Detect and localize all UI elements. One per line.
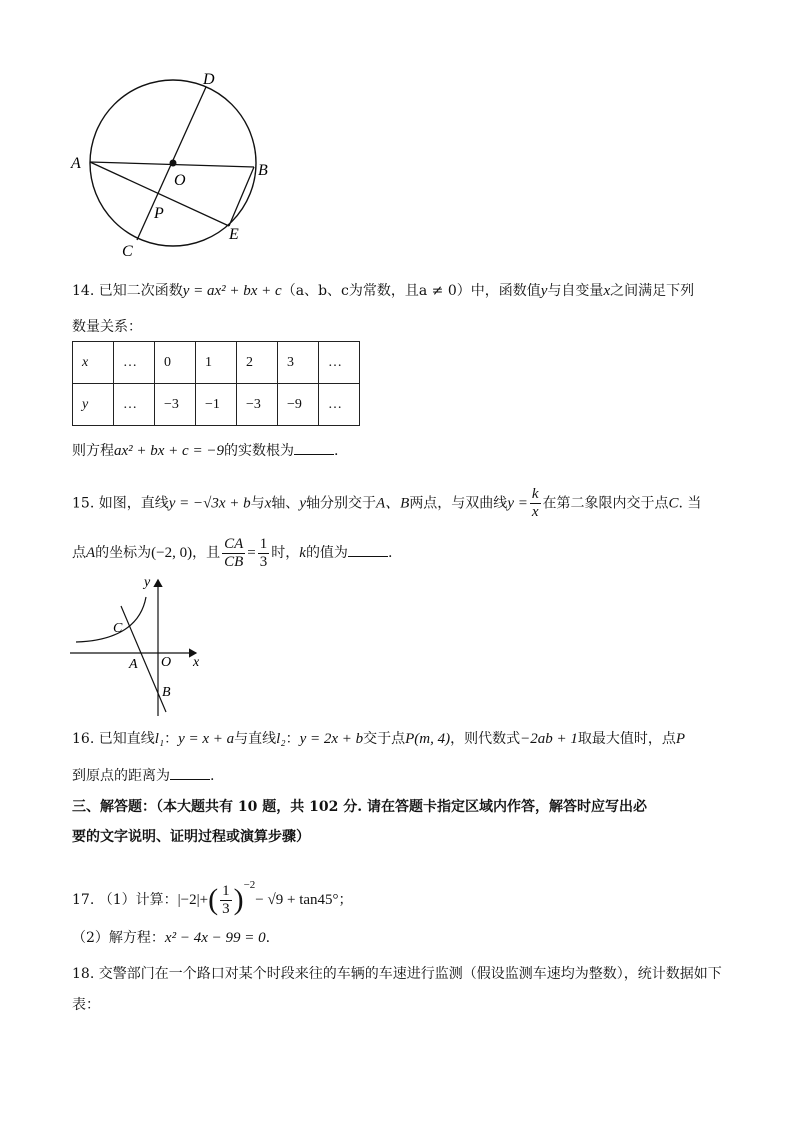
q15-c: C <box>668 495 679 512</box>
label-o: O <box>161 655 172 670</box>
q15-text: 的坐标为 <box>95 545 152 561</box>
q14-after-eq: ax² + bx + c = −9 <box>114 443 224 459</box>
q15-y-eq: y = <box>507 495 528 512</box>
label-a: A <box>71 155 81 172</box>
table-cell: … <box>114 384 155 426</box>
paren-close: ) <box>233 883 244 916</box>
q15-text: 两点，与双曲线 <box>409 495 508 512</box>
q16-text: 交于点 <box>363 731 406 747</box>
table-row-x <box>73 342 360 384</box>
paren-open: ( <box>208 883 219 916</box>
q16-text: 取最大值时，点 <box>577 731 676 747</box>
answer-blank <box>348 542 388 557</box>
center-point <box>170 160 177 167</box>
q14-after-2: 的实数根为 <box>223 443 294 459</box>
q14-value-table <box>72 341 360 426</box>
frac-num: k <box>531 486 539 502</box>
label-b: B <box>162 685 171 700</box>
q14-intro: 已知二次函数 <box>98 283 183 299</box>
q15-k: k <box>299 545 306 561</box>
q16-text: 到原点的距离为 <box>72 768 170 784</box>
label-y: y <box>144 575 151 590</box>
q15-text: 如图，直线 <box>98 495 169 512</box>
table-cell: −3 <box>237 384 278 426</box>
answer-blank <box>170 765 210 780</box>
q16-text: . <box>210 768 215 784</box>
circle-geometry-figure <box>60 60 290 265</box>
q15-ab: A、B <box>375 495 410 512</box>
table-cell: y <box>73 384 114 426</box>
q16-text: 与直线 <box>234 731 277 747</box>
q14-line-2: 数量关系： <box>72 319 142 335</box>
table-cell: −3 <box>155 384 196 426</box>
q15-x: x <box>264 495 272 512</box>
label-x: x <box>193 655 200 670</box>
q17-eq2: x² − 4x − 99 = 0 <box>164 930 266 946</box>
ca-over-cb-fraction <box>222 536 245 571</box>
q15-eq: = <box>247 545 256 561</box>
q15-text: ，且 <box>192 545 221 561</box>
label-a: A <box>129 657 138 672</box>
frac-den: 3 <box>222 900 230 917</box>
q16-l1: l₁ <box>154 731 165 747</box>
table-cell: 0 <box>155 342 196 384</box>
q17-abs: |−2| <box>177 892 200 908</box>
q16-expr: −2ab + 1 <box>520 731 578 747</box>
q16-text: 已知直线 <box>98 731 155 747</box>
q16-eq1: y = x + a <box>178 731 235 747</box>
q17-dot: . <box>265 930 271 946</box>
section-heading-cont: 要的文字说明、证明过程或演算步骤） <box>72 829 310 845</box>
q16-number: 16. <box>72 731 95 747</box>
q17-semi: ； <box>338 892 353 908</box>
hyperbola-curve <box>76 597 146 642</box>
q15-a: A <box>86 545 96 561</box>
q15-text: 轴分别交于 <box>305 495 376 512</box>
q16-eq2: y = 2x + b <box>299 731 364 747</box>
label-d: D <box>203 71 215 88</box>
table-cell: … <box>114 342 155 384</box>
q18-text: 交警部门在一个路口对某个时段来往的车辆的车速进行监测（假设监测车速均为整数），统计数据如下 <box>98 966 722 982</box>
q16-p: P <box>675 731 686 747</box>
q14-var-y: y <box>540 283 548 299</box>
q15-text: . <box>387 545 393 561</box>
chord-be <box>229 167 254 226</box>
q17-rest: − √9 + tan45° <box>255 892 339 908</box>
q14-end: 之间满足下列 <box>610 283 695 299</box>
q16-text: ： <box>164 731 179 747</box>
q14-after-1: 则方程 <box>72 443 114 459</box>
line-ab <box>121 606 166 712</box>
answer-blank <box>294 440 334 455</box>
label-b: B <box>258 162 268 179</box>
q14-mid: 与自变量 <box>547 283 604 299</box>
q15-line-2 <box>72 534 392 572</box>
label-p: P <box>154 205 164 222</box>
q18-line-1 <box>72 964 722 984</box>
q14-paren: （a、b、c为常数，且a ≠ 0）中，函数值 <box>281 283 541 299</box>
q15-text: 轴、 <box>271 495 300 512</box>
table-cell: −1 <box>196 384 237 426</box>
q16-text: ： <box>285 731 300 747</box>
q17-part2: （2）解方程： <box>72 930 165 946</box>
q17-exponent: −2 <box>243 879 256 891</box>
q18-number: 18. <box>72 966 95 982</box>
q17-part1: （1）计算： <box>98 892 178 908</box>
q14-after-3: . <box>333 443 339 459</box>
q17-line-2 <box>72 928 270 948</box>
q14-answer-line <box>72 440 338 461</box>
table-cell: … <box>319 384 360 426</box>
q17-plus: + <box>199 892 209 908</box>
q15-text: . 当 <box>678 495 702 512</box>
label-e: E <box>229 226 239 243</box>
q16-text: ，则代数式 <box>450 731 521 747</box>
q14-func: y = ax² + bx + c <box>182 283 282 299</box>
q15-text: 时， <box>271 545 300 561</box>
frac-num: CA <box>224 535 244 552</box>
frac-num: 1 <box>222 882 230 899</box>
q14-number: 14. <box>72 283 95 299</box>
table-cell: 2 <box>237 342 278 384</box>
q17-line-1 <box>72 866 353 919</box>
section-heading: 三、解答题：（本大题共有 10 题，共 102 分. 请在答题卡指定区域内作答，解答时应写出必 <box>72 799 647 815</box>
hyperbola-line-figure <box>66 572 216 722</box>
label-o: O <box>174 172 186 189</box>
q15-text: 点 <box>72 545 86 561</box>
q15-number: 15. <box>72 495 95 512</box>
q16-point: P(m, 4) <box>405 731 451 747</box>
table-cell: −9 <box>278 384 319 426</box>
table-cell: … <box>319 342 360 384</box>
q17-number: 17. <box>72 892 95 908</box>
q15-line-eq: y = −√3x + b <box>168 495 251 512</box>
label-c: C <box>113 621 123 636</box>
k-over-x-fraction <box>530 486 541 521</box>
q14-var-x: x <box>603 283 611 299</box>
q15-line-1 <box>72 486 701 521</box>
table-cell: 1 <box>196 342 237 384</box>
one-third-fraction <box>220 883 232 918</box>
q15-text: 的值为 <box>305 545 348 561</box>
q16-line-2 <box>72 765 214 786</box>
q14-line-1 <box>72 281 694 301</box>
q16-line-1 <box>72 729 685 749</box>
q15-text: 与 <box>250 495 265 512</box>
table-row-y <box>73 384 360 426</box>
frac-den: CB <box>224 553 244 570</box>
q18-line-2: 表： <box>72 997 100 1013</box>
table-cell: 3 <box>278 342 319 384</box>
label-c: C <box>122 243 133 260</box>
q15-text: 在第二象限内交于点 <box>542 495 669 512</box>
table-cell: x <box>73 342 114 384</box>
frac-num: 1 <box>259 535 268 552</box>
frac-den: x <box>531 504 539 520</box>
q15-y: y <box>299 495 306 512</box>
frac-den: 3 <box>259 553 268 570</box>
q15-coord: (−2, 0) <box>151 545 193 561</box>
one-third-fraction <box>258 536 270 571</box>
q16-l2: l₂ <box>276 731 286 747</box>
